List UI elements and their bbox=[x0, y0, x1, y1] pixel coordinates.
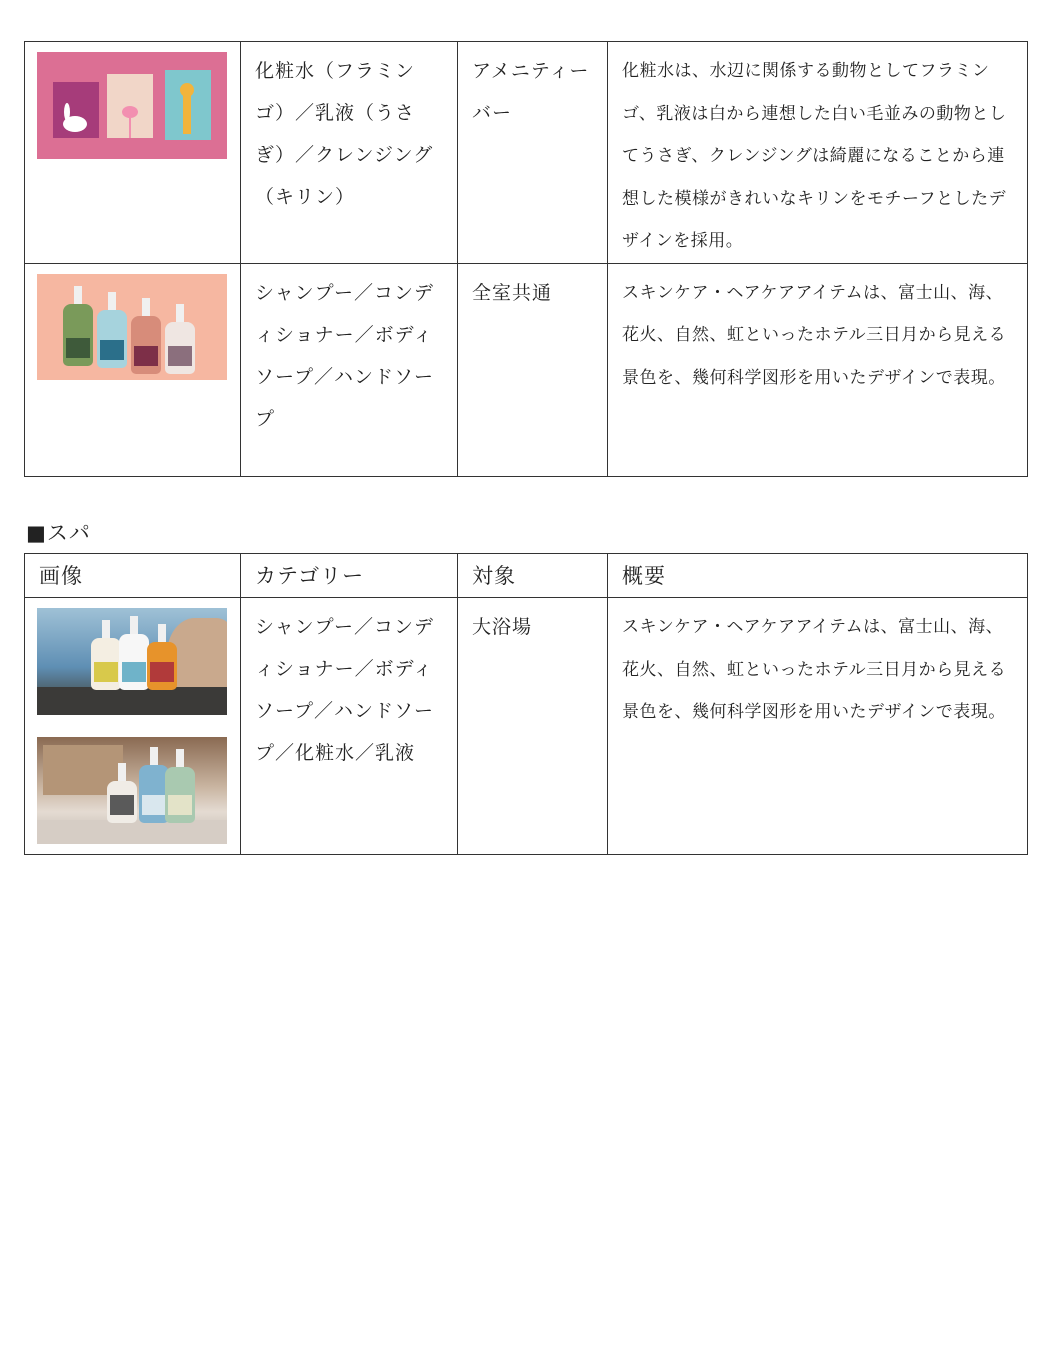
bathroom-counter-photo bbox=[37, 737, 227, 844]
amenity-table bbox=[24, 41, 1028, 477]
bottles-by-sea-photo bbox=[37, 608, 227, 715]
spa-table bbox=[24, 553, 1028, 855]
description-text: スキンケア・ヘアケアアイテムは、富士山、海、花火、自然、虹といったホテル三日月から見える景色を、幾何科学図形を用いたデザインで表現。 bbox=[622, 282, 1007, 388]
image-cell bbox=[25, 263, 241, 476]
target-text: 全室共通 bbox=[472, 281, 553, 304]
category-cell bbox=[241, 598, 458, 855]
description-text: 化粧水は、水辺に関係する動物としてフラミンゴ、乳液は白から連想した白い毛並みの動物としてうさぎ、クレンジングは綺麗になることから連想した模様がきれいなキリンをモチーフとしたデザインを採用。 bbox=[622, 61, 1007, 251]
description-cell bbox=[608, 42, 1028, 264]
target-cell bbox=[458, 263, 608, 476]
target-text: アメニティーバー bbox=[472, 60, 590, 124]
category-text: 化粧水（フラミンゴ）／乳液（うさぎ）／クレンジング（キリン） bbox=[255, 60, 434, 208]
table-row bbox=[25, 598, 1028, 855]
category-text: シャンプー／コンディショナー／ボディソープ／ハンドソープ／化粧水／乳液 bbox=[255, 616, 435, 764]
header-category: カテゴリー bbox=[241, 554, 458, 598]
target-cell bbox=[458, 598, 608, 855]
table-row bbox=[25, 42, 1028, 264]
image-cell bbox=[25, 42, 241, 264]
header-image: 画像 bbox=[25, 554, 241, 598]
pump-bottles-photo bbox=[37, 274, 227, 380]
amenity-packets-photo bbox=[37, 52, 227, 159]
description-cell bbox=[608, 263, 1028, 476]
category-text: シャンプー／コンディショナー／ボディソープ／ハンドソープ bbox=[255, 281, 435, 430]
description-cell bbox=[608, 598, 1028, 855]
description-text: スキンケア・ヘアケアアイテムは、富士山、海、花火、自然、虹といったホテル三日月から見える景色を、幾何科学図形を用いたデザインで表現。 bbox=[622, 617, 1007, 722]
image-cell bbox=[25, 598, 241, 855]
category-cell bbox=[241, 42, 458, 264]
category-cell bbox=[241, 263, 458, 476]
header-summary: 概要 bbox=[608, 554, 1028, 598]
header-target: 対象 bbox=[458, 554, 608, 598]
table-row bbox=[25, 263, 1028, 476]
section-title: ■スパ bbox=[26, 521, 91, 545]
target-cell bbox=[458, 42, 608, 264]
table-header-row bbox=[25, 554, 1028, 598]
target-text: 大浴場 bbox=[472, 616, 533, 638]
